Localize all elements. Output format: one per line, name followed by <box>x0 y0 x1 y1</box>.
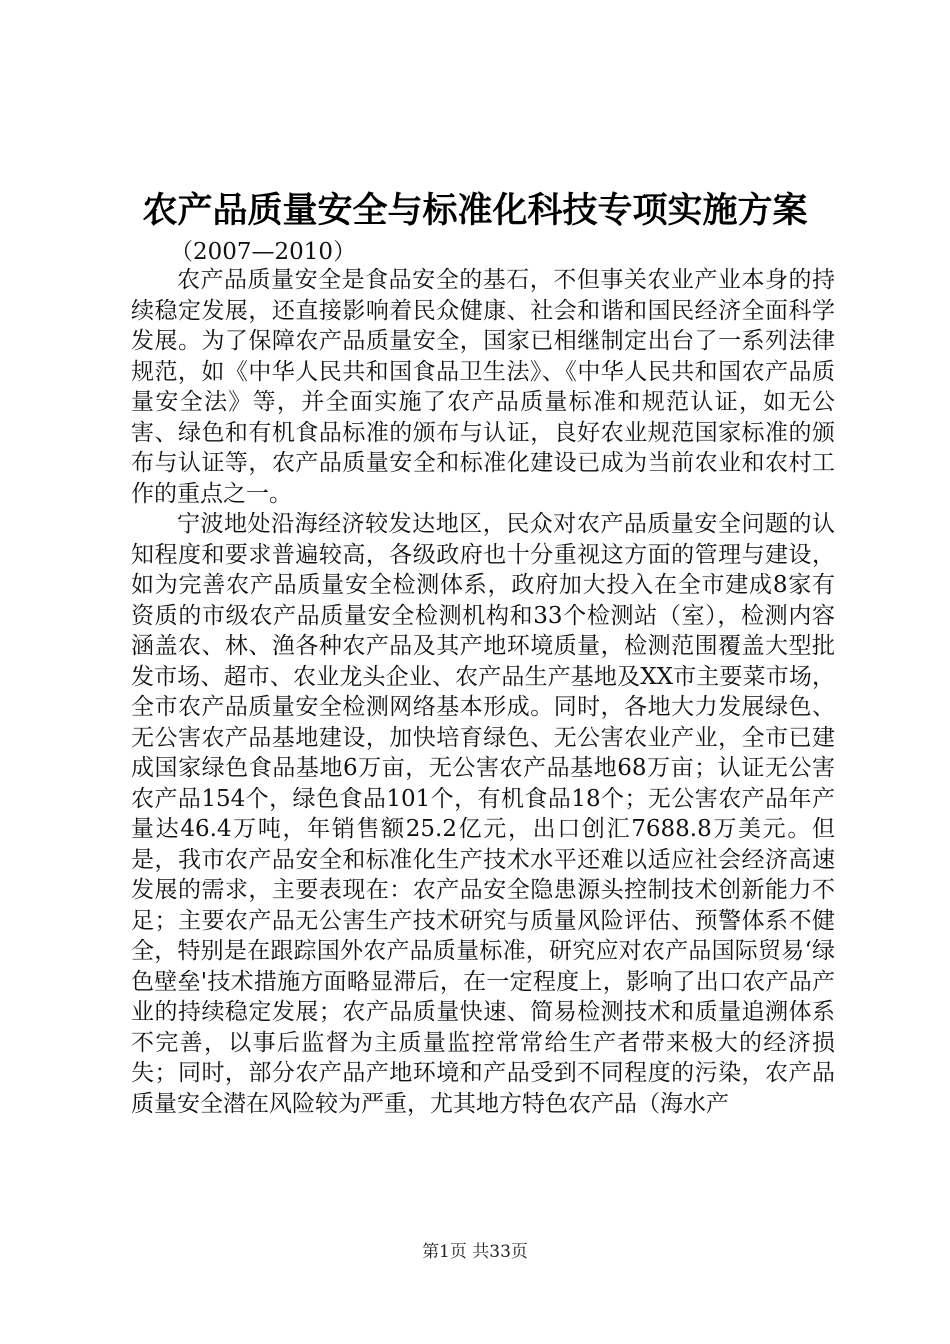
paragraph: 宁波地处沿海经济较发达地区，民众对农产品质量安全问题的认知程度和要求普遍较高，各级政府也十分重视这方面的管理与建设，如为完善农产品质量安全检测体系，政府加大投入在全市建成8家有资质的市级农产品质量安全检测机构和33个检测站（室），检测内容涵盖农、林、渔各种农产品及其产地环境质量，检测范围覆盖大型批发市场、超市、农业龙头企业、农产品生产基地及XX市主要菜市场，全市农产品质量安全检测网络基本形成。同时，各地大力发展绿色、无公害农产品基地建设，加快培育绿色、无公害农业产业，全市已建成国家绿色食品基地6万亩，无公害农产品基地68万亩；认证无公害农产品154个，绿色食品101个，有机食品18个；无公害农产品年产量达46.4万吨，年销售额25.2亿元，出口创汇7688.8万美元。但是，我市农产品安全和标准化生产技术水平还难以适应社会经济高速发展的需求，主要表现在：农产品安全隐患源头控制技术创新能力不足；主要农产品无公害生产技术研究与质量风险评估、预警体系不健全，特别是在跟踪国外农产品质量标准，研究应对农产品国际贸易‘绿色壁垒'技术措施方面略显滞后，在一定程度上，影响了出口农产品产业的持续稳定发展；农产品质量快速、简易检测技术和质量追溯体系不完善，以事后监督为主质量监控常常给生产者带来极大的经济损失；同时，部分农产品产地环境和产品受到不同程度的污染，农产品质量安全潜在风险较为严重，尤其地方特色农产品（海水产 <box>131 511 835 1117</box>
document-subtitle: （2007—2010） <box>170 239 357 265</box>
paragraph: 农产品质量安全是食品安全的基石，不但事关农业产业本身的持续稳定发展，还直接影响着民众健康、社会和谐和国民经济全面科学发展。为了保障农产品质量安全，国家已相继制定出台了一系列法律规范，如《中华人民共和国食品卫生法》、《中华人民共和国农产品质量安全法》等，并全面实施了农产品质量标准和规范认证，如无公害、绿色和有机食品标准的颁布与认证，良好农业规范国家标准的颁布与认证等，农产品质量安全和标准化建设已成为当前农业和农村工作的重点之一。 <box>131 267 835 507</box>
document-title: 农产品质量安全与标准化科技专项实施方案 <box>142 190 808 231</box>
document-body <box>131 265 835 1119</box>
page-number: 第1页 共33页 <box>422 1242 528 1262</box>
